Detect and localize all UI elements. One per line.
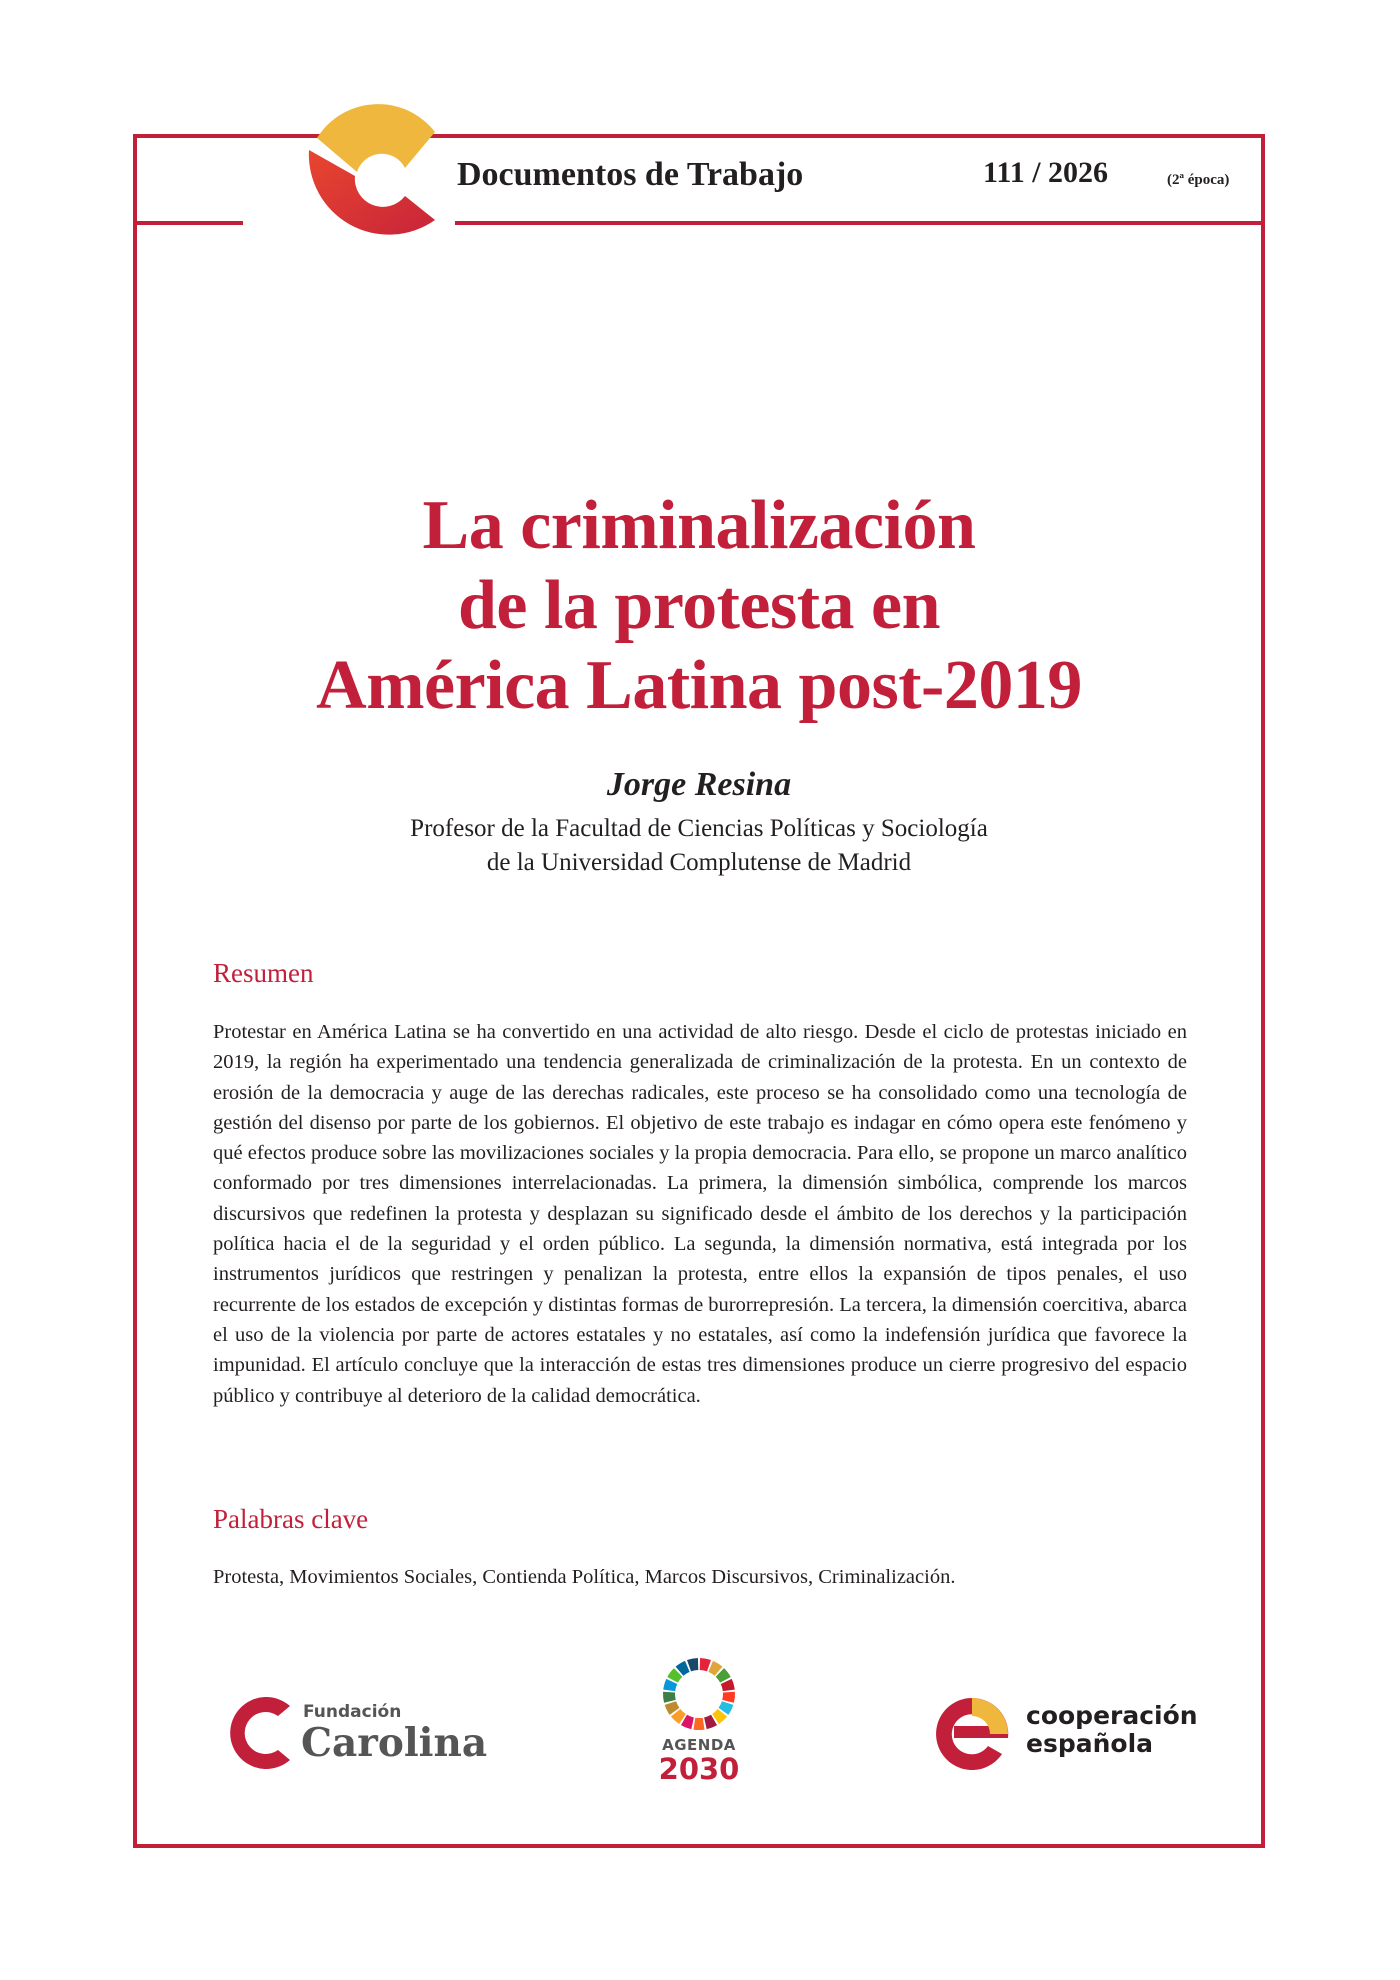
agenda-year: 2030 [658, 1752, 740, 1786]
carolina-label: Carolina [301, 1720, 488, 1766]
keywords-text: Protesta, Movimientos Sociales, Contienda Política, Marcos Discursivos, Criminalización. [213, 1566, 956, 1588]
author-affiliation [133, 812, 1265, 880]
abstract-heading: Resumen [213, 958, 314, 988]
sdg-wheel-segment [693, 1718, 704, 1730]
sdg-wheel-segment [663, 1692, 676, 1703]
header-rule-right [455, 221, 1265, 225]
document-title [133, 486, 1265, 726]
epoch-note: (2ª época) [1167, 172, 1230, 188]
affiliation-line: de la Universidad Complutense de Madrid [486, 849, 912, 876]
agenda-label: AGENDA [662, 1736, 736, 1754]
cooperacion-espanola-label [1026, 1702, 1198, 1758]
sdg-wheel-icon [661, 1656, 737, 1732]
title-line: La criminalización [422, 487, 976, 564]
author-name: Jorge Resina [606, 766, 792, 803]
document-number: 111 / 2026 [983, 156, 1109, 189]
sdg-wheel-segment [722, 1692, 735, 1703]
page-frame [133, 134, 1265, 1848]
sdg-wheel-segment [687, 1658, 698, 1671]
title-line: América Latina post-2019 [316, 647, 1082, 724]
espanola-line: española [1026, 1729, 1154, 1758]
cooperacion-line: cooperación [1026, 1701, 1198, 1730]
affiliation-line: Profesor de la Facultad de Ciencias Políticas y Sociología [410, 815, 988, 842]
sdg-wheel-segment [700, 1658, 711, 1671]
keywords-heading: Palabras clave [213, 1504, 369, 1534]
cooperacion-espanola-e-icon [932, 1694, 1012, 1774]
fundacion-carolina-c-logo [265, 80, 465, 280]
header-rule-left [133, 221, 243, 225]
abstract-text: Protestar en América Latina se ha convertido en una actividad de alto riesgo. Desde el ciclo de protestas iniciado en 2019, la región ha experimentado una tendencia generalizada de criminalización de la protesta. En un contexto de erosión de la democracia y auge de las derechas radicales, este proceso se ha consolidado como una tecnología de gestión del disenso por parte de los gobiernos. El objetivo de este trabajo es indagar en cómo opera este fenómeno y qué efectos produce sobre las movilizaciones sociales y la propia democracia. Para ello, se propone un marco analítico conformado por tres dimensiones interrelacionadas. La primera, la dimensión simbólica, comprende los marcos discursivos que redefinen la protesta y desplazan su significado desde el ámbito de los derechos y la participación política hacia el de la seguridad y el orden público. La segunda, la dimensión normativa, está integrada por los instrumentos jurídicos que restringen y penalizan la protesta, entre ellos la expansión de tipos penales, el uso recurrente de los estados de excepción y distintas formas de burorrepresión. La tercera, la dimensión coercitiva, abarca el uso de la violencia por parte de actores estatales y no estatales, así como la indefensión jurídica que favorece la impunidad. El artículo concluye que la interacción de estas tres dimensiones produce un cierre progresivo del espacio público y contribuye al deterioro de la calidad democrática. [213, 1021, 1187, 1407]
series-title: Documentos de Trabajo [457, 156, 804, 193]
title-line: de la protesta en [457, 567, 941, 644]
fundacion-label: Fundación [303, 1702, 402, 1722]
